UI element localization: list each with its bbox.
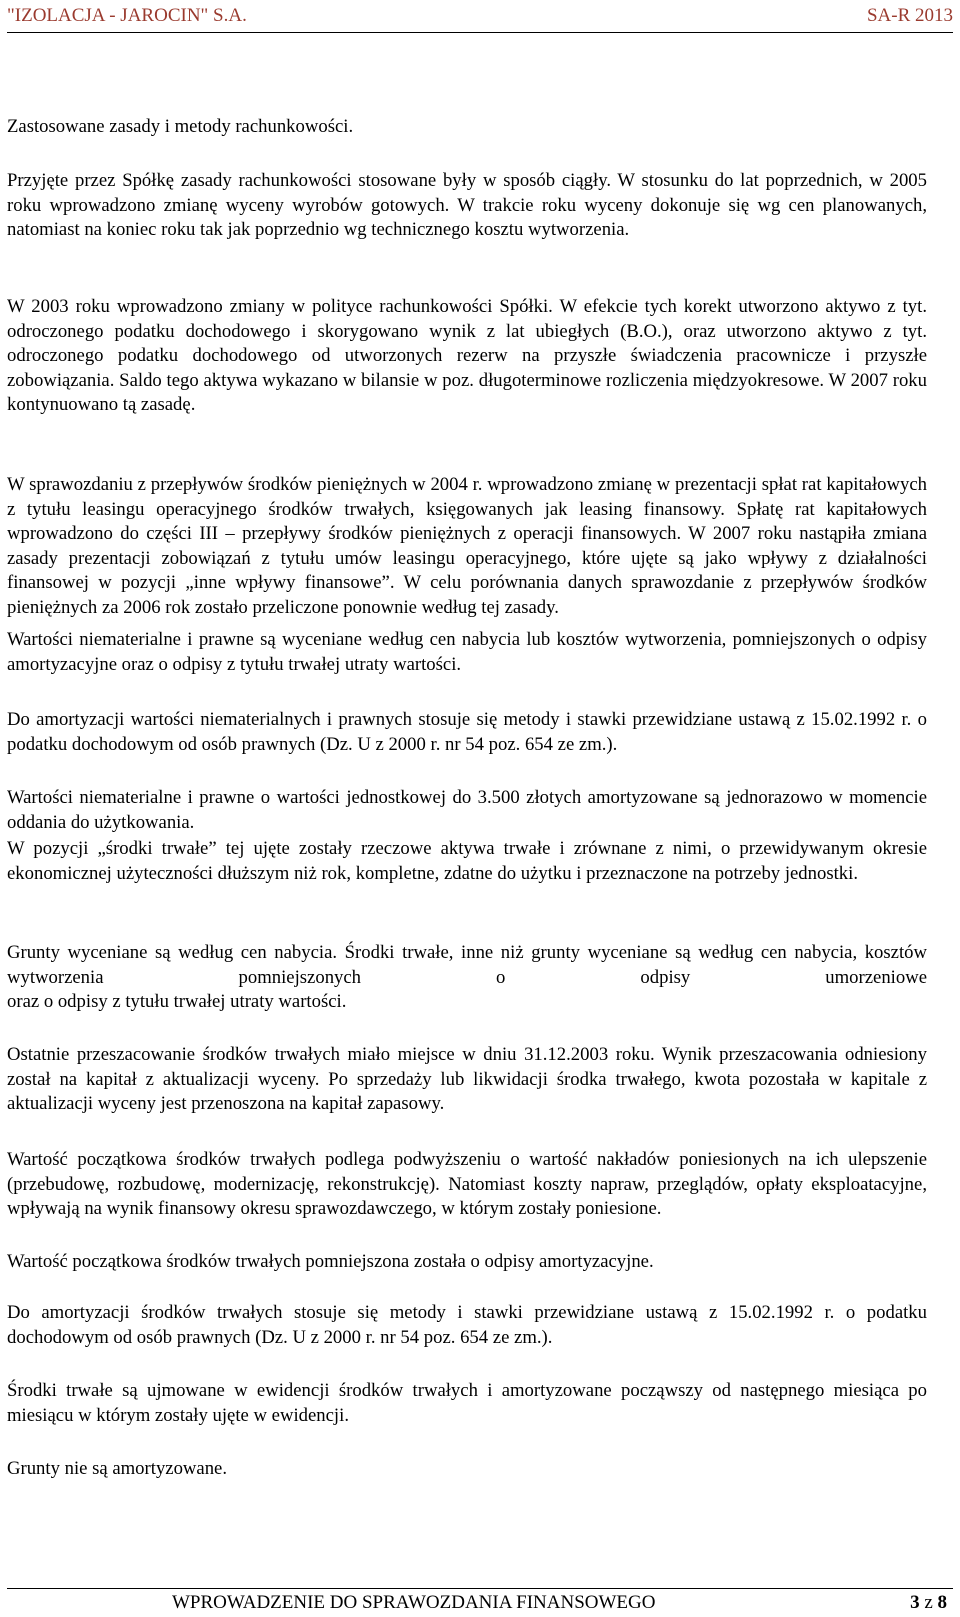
paragraph: W pozycji „środki trwałe” tej ujęte zostały rzeczowe aktywa trwałe i zrównane z nimi, o przewidywanym okresie ekonomicznej użyteczności dłuższym niż rok, kompletne, zdatne do użytku i przeznaczone na potrzeby jednostki. — [7, 838, 927, 884]
page-footer — [7, 1588, 953, 1615]
paragraph: Wartość początkowa środków trwałych podlega podwyższeniu o wartość nakładów poniesionych na ich ulepszenie (przebudowę, rozbudowę, modernizację, rekonstrukcję). Natomiast koszty napraw, przeglądów, opłaty eksploatacyjne, wpływają na wynik finansowy okresu sprawozdawczego, w którym zostały poniesione. — [7, 1149, 927, 1220]
page-number — [910, 1592, 947, 1614]
paragraph: Ostatnie przeszacowanie środków trwałych miało miejsce w dniu 31.12.2003 roku. Wynik przeszacowania odniesiony został na kapitał z aktualizacji wyceny. Po sprzedaży lub likwidacji środka trwałego, kwota pozostała w kapitale z aktualizacji wyceny jest przenoszona na kapitał zapasowy. — [7, 1044, 927, 1115]
page-of: z — [924, 1592, 933, 1613]
paragraph: Wartość początkowa środków trwałych pomniejszona została o odpisy amortyzacyjne. — [7, 1251, 654, 1272]
page-header — [7, 4, 953, 33]
paragraph: W sprawozdaniu z przepływów środków pieniężnych w 2004 r. wprowadzono zmianę w prezentacji spłat rat kapitałowych z tytułu leasingu operacyjnego środków trwałych, księgowanych jak leasing finansowy. Spłatę rat kapitałowych wprowadzono do części III – przepływy środków pieniężnych z operacji finansowych. W 2007 roku nastąpiła zmiana zasady prezentacji zobowiązań z tytułu umów leasingu operacyjnego, które ujęte są jako wpływy z działalności finansowej w pozycji „inne wpływy finansowe”. W celu porównania danych sprawozdanie z przepływów środków pieniężnych za 2006 rok zostało przeliczone ponownie według tej zasady. — [7, 474, 927, 618]
paragraph: Środki trwałe są ujmowane w ewidencji środków trwałych i amortyzowane począwszy od następnego miesiąca po miesiącu w którym zostały ujęte w ewidencji. — [7, 1380, 927, 1426]
paragraph: Wartości niematerialne i prawne są wyceniane według cen nabycia lub kosztów wytworzenia, pomniejszonych o odpisy amortyzacyjne oraz o odpisy z tytułu trwałej utraty wartości. — [7, 629, 927, 675]
paragraph: oraz o odpisy z tytułu trwałej utraty wartości. — [7, 991, 347, 1012]
company-name: "IZOLACJA - JAROCIN" S.A. — [7, 5, 247, 26]
paragraph: W 2003 roku wprowadzono zmiany w polityce rachunkowości Spółki. W efekcie tych korekt utworzono aktywo z tyt. odroczonego podatku dochodowego i skorygowano wynik z lat ubiegłych (B.O.), oraz utworzono aktywo z tyt. odroczonego podatku dochodowego od utworzonych rezerw na przyszłe świadczenia pracownicze i przyszłe zobowiązania. Saldo tego aktywa wykazano w bilansie w poz. długoterminowe rozliczenia międzyokresowe. W 2007 roku kontynuowano tą zasadę. — [7, 296, 927, 416]
total-pages: 8 — [937, 1592, 947, 1613]
paragraph: Przyjęte przez Spółkę zasady rachunkowości stosowane były w sposób ciągły. W stosunku do lat poprzednich, w 2005 roku wprowadzono zmianę wyceny wyrobów gotowych. W trakcie roku wyceny dokonuje się wg cen planowanych, natomiast na koniec roku tak jak poprzednio wg technicznego kosztu wytworzenia. — [7, 170, 927, 241]
report-code: SA-R 2013 — [866, 5, 953, 26]
paragraph: Grunty wyceniane są według cen nabycia. Środki trwałe, inne niż grunty wyceniane są według cen nabycia, kosztów wytworzenia pomniejszonych o odpisy umorzeniowe — [7, 942, 927, 988]
paragraph: Do amortyzacji wartości niematerialnych i prawnych stosuje się metody i stawki przewidziane ustawą z 15.02.1992 r. o podatku dochodowym od osób prawnych (Dz. U z 2000 r. nr 54 poz. 654 ze zm.). — [7, 709, 927, 755]
paragraph: Wartości niematerialne i prawne o wartości jednostkowej do 3.500 złotych amortyzowane są jednorazowo w momencie oddania do użytkowania. — [7, 787, 927, 833]
section-title: Zastosowane zasady i metody rachunkowości. — [7, 116, 354, 137]
paragraph: Do amortyzacji środków trwałych stosuje się metody i stawki przewidziane ustawą z 15.02.1992 r. o podatku dochodowym od osób prawnych (Dz. U z 2000 r. nr 54 poz. 654 ze zm.). — [7, 1302, 927, 1348]
paragraph: Grunty nie są amortyzowane. — [7, 1458, 228, 1479]
current-page: 3 — [910, 1592, 920, 1613]
footer-title: WPROWADZENIE DO SPRAWOZDANIA FINANSOWEGO — [172, 1592, 656, 1613]
